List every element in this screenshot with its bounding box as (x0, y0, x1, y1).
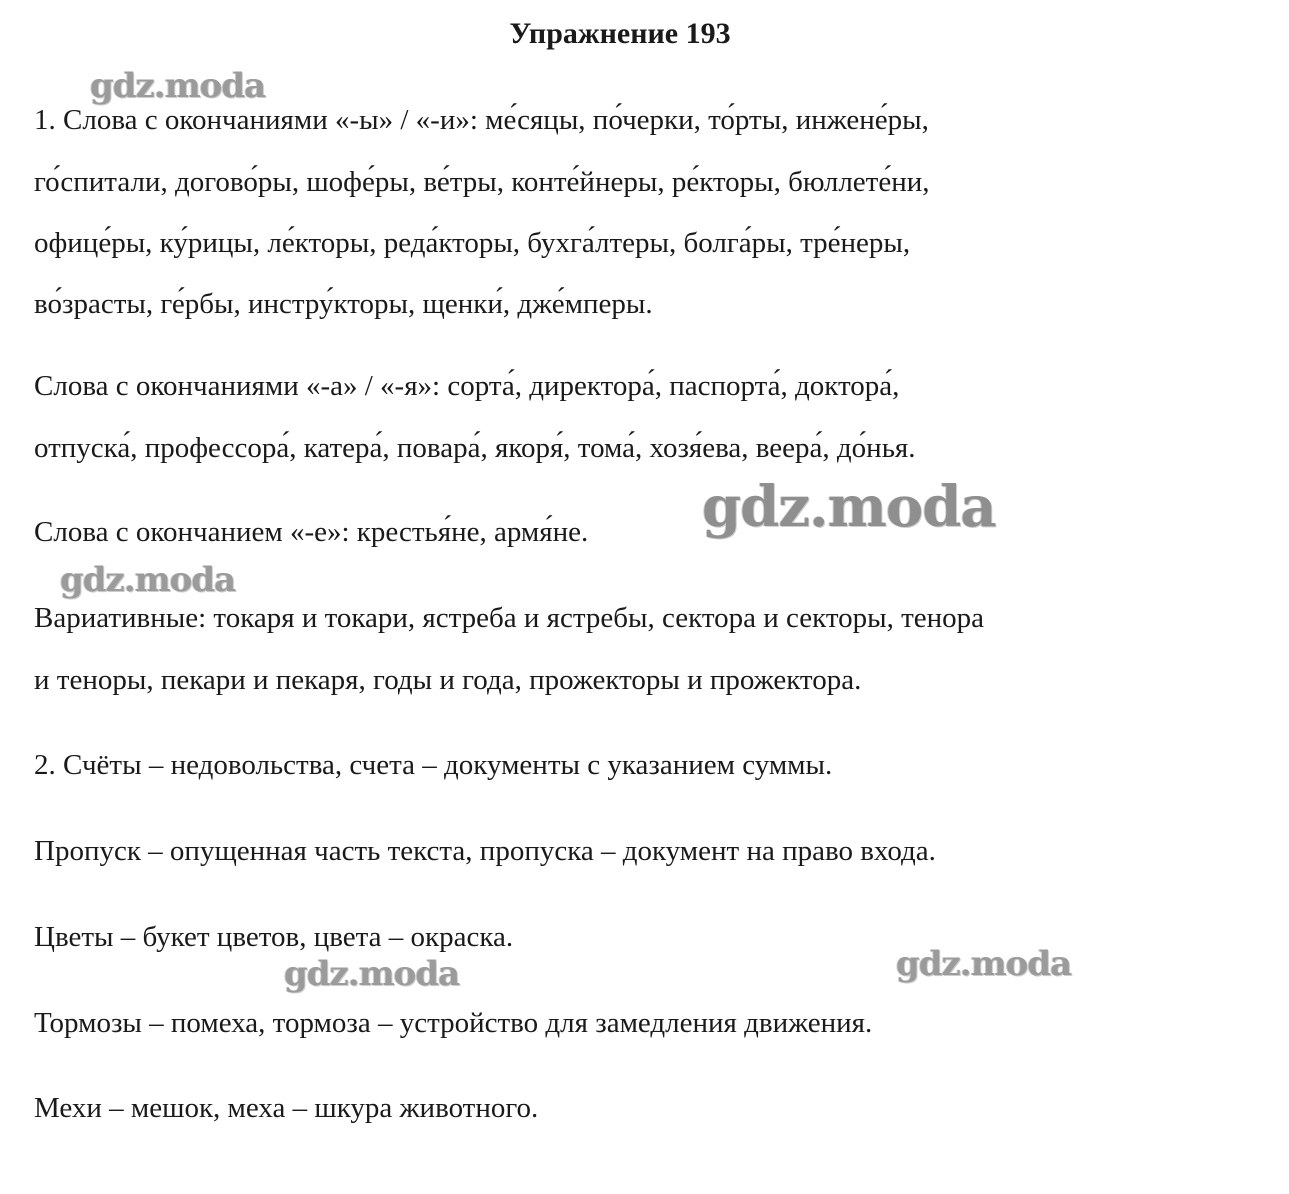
text-line-12: Цветы – букет цветов, цвета – окраска. (34, 921, 514, 953)
text-line-5: Слова с окончаниями «-а» / «-я»: сорта́, директора́, паспорта́, доктора́, (34, 370, 900, 402)
watermark-2: gdz.moda (702, 474, 996, 540)
watermark-1: gdz.moda (90, 66, 266, 106)
watermark-3: gdz.moda (60, 560, 236, 600)
text-line-3: офице́ры, ку́рицы, ле́кторы, реда́кторы, бухга́лтеры, болга́ры, тре́неры, (34, 227, 911, 259)
text-line-13: Тормозы – помеха, тормоза – устройство для замедления движения. (34, 1007, 873, 1039)
text-line-11: Пропуск – опущенная часть текста, пропуска – документ на право входа. (34, 835, 936, 867)
text-line-1: 1. Слова с окончаниями «-ы» / «-и»: ме́сяцы, по́черки, то́рты, инжене́ры, (34, 104, 929, 136)
watermark-4: gdz.moda (284, 954, 460, 994)
text-line-6: отпуска́, профессора́, катера́, повара́, якоря́, тома́, хозя́ева, веера́, до́нья. (34, 432, 916, 464)
text-line-10: 2. Счёты – недовольства, счета – документы с указанием суммы. (34, 749, 833, 781)
watermark-5: gdz.moda (896, 944, 1072, 984)
text-line-14: Мехи – мешок, меха – шкура животного. (34, 1092, 539, 1124)
text-line-2: го́спитали, догово́ры, шофе́ры, ве́тры, конте́йнеры, ре́кторы, бюллете́ни, (34, 166, 930, 198)
exercise-title: Упражнение 193 (509, 17, 731, 50)
text-line-9: и теноры, пекари и пекаря, годы и года, прожекторы и прожектора. (34, 664, 862, 696)
text-line-8: Вариативные: токаря и токари, ястреба и ястребы, сектора и секторы, тенора (34, 602, 985, 634)
text-line-7: Слова с окончанием «-е»: крестья́не, армя́не. (34, 516, 589, 548)
text-line-4: во́зрасты, ге́рбы, инстру́кторы, щенки́, дже́мперы. (34, 288, 653, 320)
